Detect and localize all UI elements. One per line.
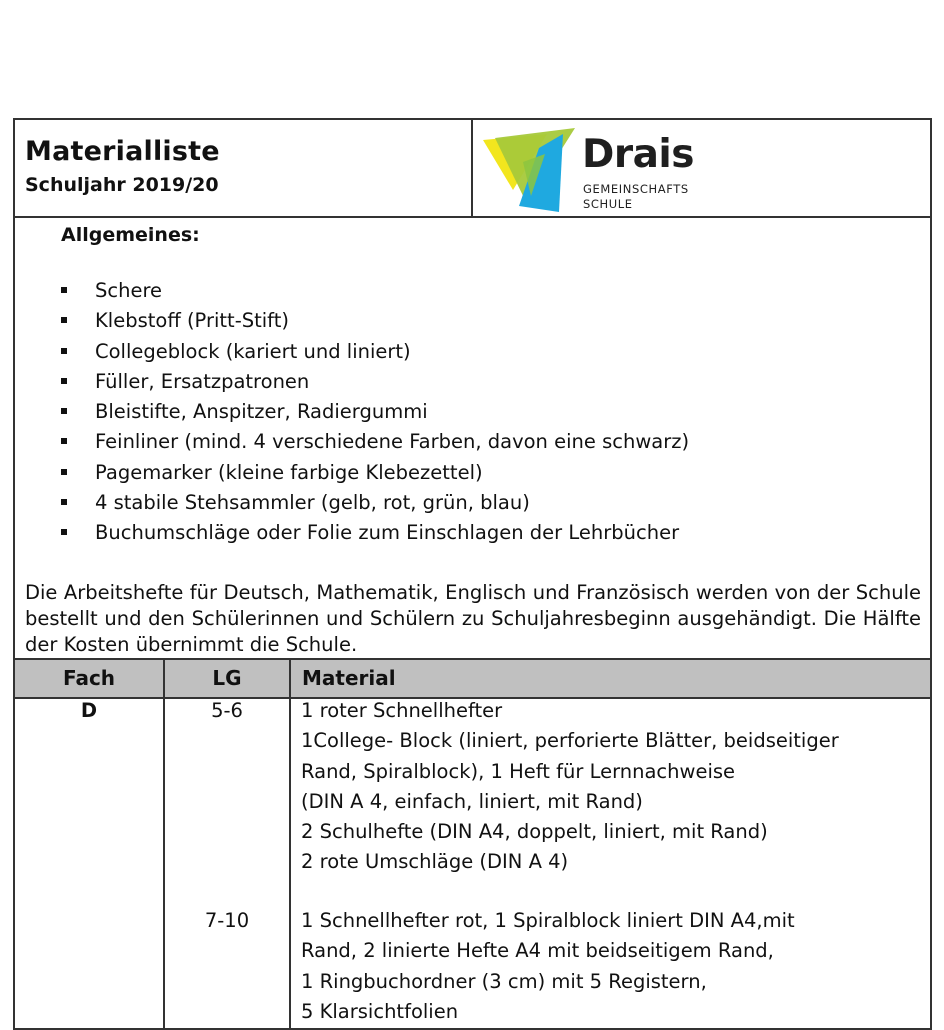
- bullet-icon: [61, 287, 67, 293]
- bullet-icon: [61, 499, 67, 505]
- list-item-text: Füller, Ersatzpatronen: [95, 369, 310, 393]
- list-item-text: Collegeblock (kariert und liniert): [95, 339, 411, 363]
- column-header-material: Material: [302, 666, 396, 690]
- table-cell-material: [301, 696, 926, 878]
- material-line: 1 Ringbuchordner (3 cm) mit 5 Registern,: [301, 969, 707, 993]
- material-line: 2 rote Umschläge (DIN A 4): [301, 850, 569, 874]
- document-title: Materialliste: [25, 136, 220, 167]
- logo-subtitle-line1: GEMEINSCHAFTS: [583, 182, 689, 196]
- bullet-icon: [61, 317, 67, 323]
- logo-wordmark: Drais: [582, 132, 695, 177]
- material-line: 1 roter Schnellhefter: [301, 699, 503, 722]
- list-item-text: Klebstoff (Pritt-Stift): [95, 309, 289, 333]
- bullet-icon: [61, 348, 67, 354]
- school-year: Schuljahr 2019/20: [25, 174, 219, 196]
- material-line: Rand, 2 linierte Hefte A4 mit beidseitigem Rand,: [301, 939, 774, 963]
- workbook-note: Die Arbeitshefte für Deutsch, Mathematik, Englisch und Französisch werden von der Schule bestellt und den Schülerinnen und Schülern zu Schuljahresbeginn ausgehändigt. Die Hälfte der Kosten übernimmt die Schule.: [25, 581, 921, 656]
- material-line: Rand, Spiralblock), 1 Heft für Lernnachweise: [301, 759, 736, 783]
- document-header: [15, 120, 930, 218]
- list-item-text: Bleistifte, Anspitzer, Radiergummi: [95, 400, 428, 424]
- material-line: 5 Klarsichtfolien: [301, 999, 459, 1023]
- school-logo: [483, 126, 743, 216]
- bullet-icon: [61, 438, 67, 444]
- material-line: (DIN A 4, einfach, liniert, mit Rand): [301, 789, 643, 813]
- table-header-row: [15, 658, 930, 699]
- material-line: 1College- Block (liniert, perforierte Blätter, beidseitiger: [301, 729, 839, 753]
- bullet-icon: [61, 378, 67, 384]
- list-item-text: Feinliner (mind. 4 verschiedene Farben, davon eine schwarz): [95, 430, 690, 454]
- material-line: 2 Schulhefte (DIN A4, doppelt, liniert, mit Rand): [301, 820, 768, 844]
- list-item-text: Pagemarker (kleine farbige Klebezettel): [95, 460, 483, 484]
- list-item-text: 4 stabile Stehsammler (gelb, rot, grün, blau): [95, 491, 530, 515]
- table-cell-material: [301, 906, 926, 1027]
- header-divider: [471, 120, 473, 216]
- table-cell-grade-group: 7-10: [204, 909, 250, 932]
- materials-table: [15, 658, 930, 1023]
- table-cell-subject: D: [80, 699, 98, 722]
- column-divider-2: [289, 658, 291, 1030]
- material-line: 1 Schnellhefter rot, 1 Spiralblock liniert DIN A4,mit: [301, 909, 795, 932]
- general-heading: Allgemeines:: [61, 224, 200, 246]
- list-item-text: Buchumschläge oder Folie zum Einschlagen der Lehrbücher: [95, 521, 680, 545]
- column-header-fach: Fach: [62, 666, 116, 690]
- list-item-text: Schere: [95, 279, 163, 302]
- frame-right-border: [930, 118, 932, 1030]
- bullet-icon: [61, 469, 67, 475]
- logo-subtitle-line2: SCHULE: [583, 197, 633, 211]
- column-header-lg: LG: [212, 666, 242, 690]
- bullet-icon: [61, 529, 67, 535]
- table-cell-grade-group: 5-6: [211, 699, 243, 722]
- bullet-icon: [61, 408, 67, 414]
- frame-left-border: [13, 118, 15, 1030]
- logo-mark-icon: [483, 126, 579, 216]
